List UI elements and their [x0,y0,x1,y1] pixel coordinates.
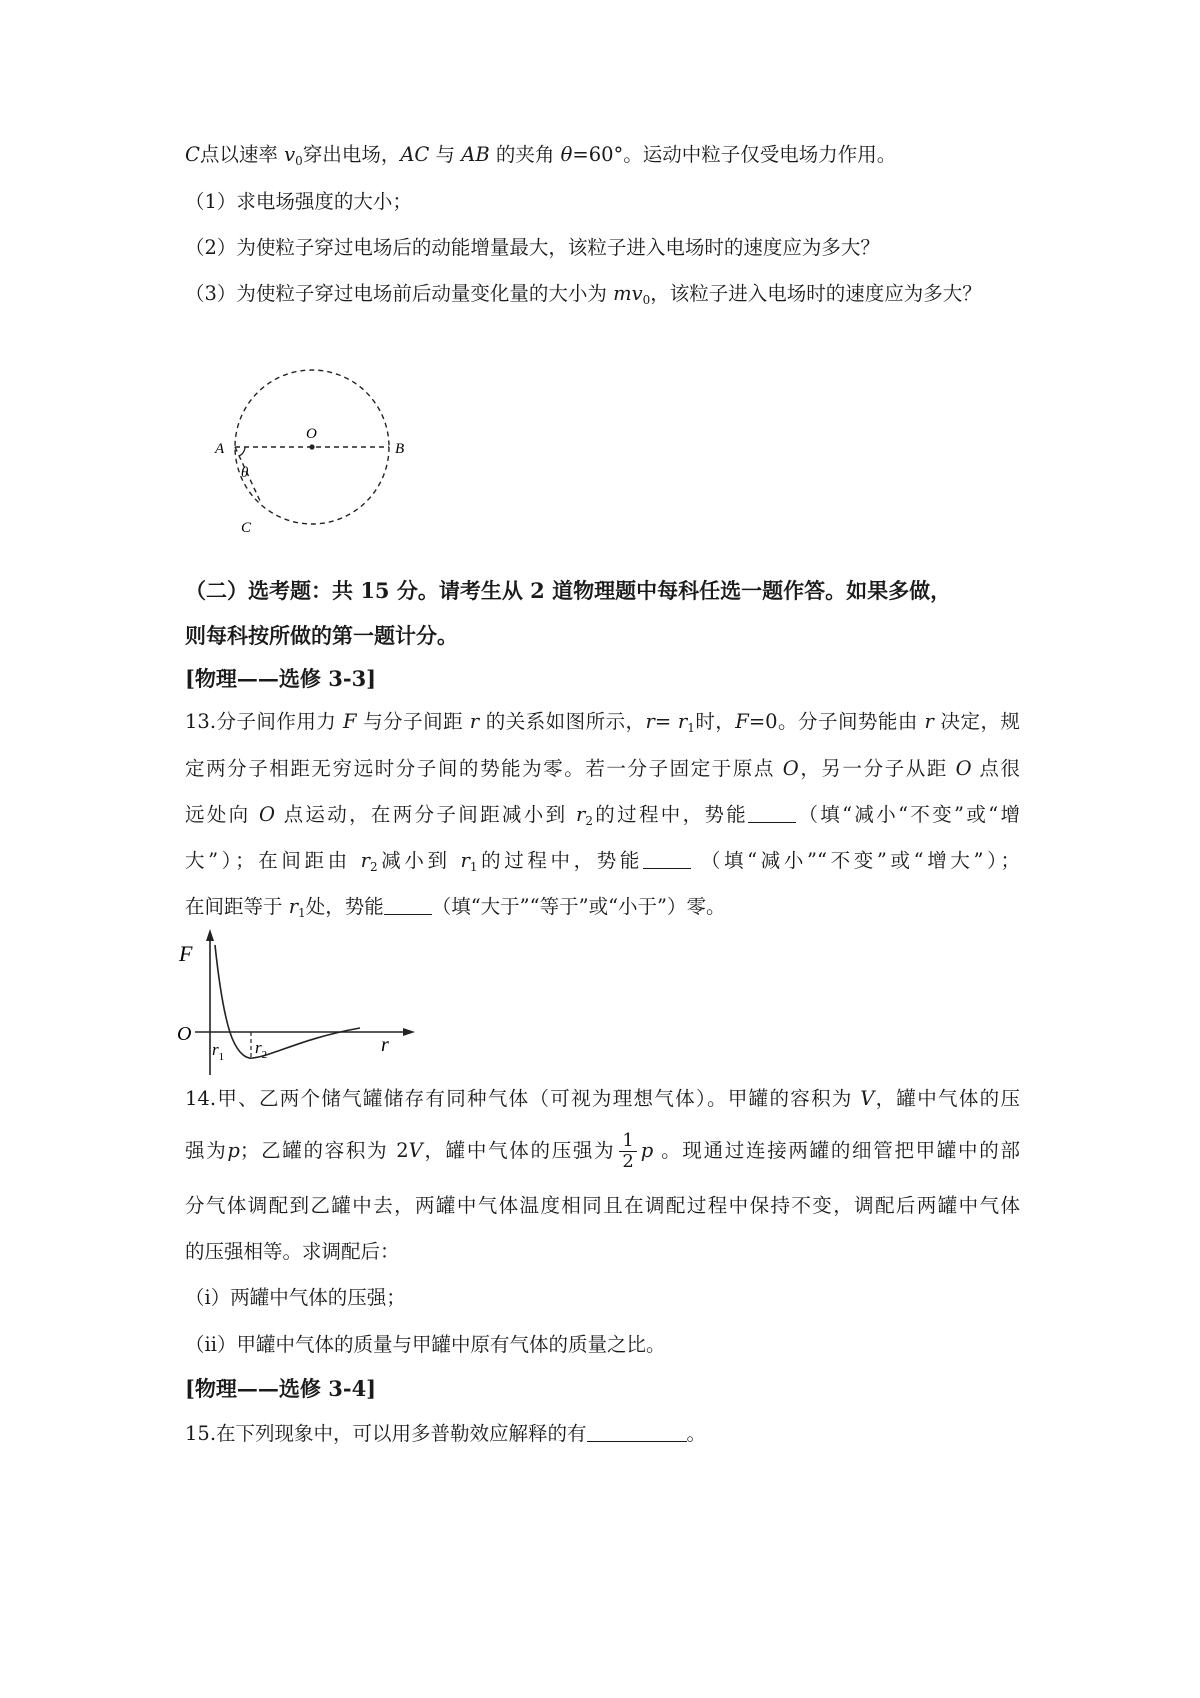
label-o: O [306,426,317,442]
label-c: C [241,520,252,536]
q12-line1: C点以速率 $v_0$穿出电场，AC 与 AB 的夹角 θ=60°。运动中粒子仅受电场力作用。 [185,143,897,168]
q13-line3: 远处向 O 点运动，在两分子间距减小到 $r_2$的过程中，势能 （填“减小“不变”或“增 [185,803,1020,828]
q14-line4: 的压强相等。求调配后： [185,1240,400,1263]
label-a: A [215,441,225,457]
axis-r-label: r [381,1034,389,1056]
section2-line1: （二）选考题：共 15 分。请考生从 2 道物理题中每科任选一题作答。如果多做， [185,578,952,603]
force-distance-graph [177,925,445,1080]
q13-line4: 大”）；在间距由 $r_2$减小到 $r_1$的过程中，势能 （填“减小”“不变”或“增大”）； [185,849,1020,874]
circle-figure [205,350,425,550]
fraction-half: $\frac{1}{2}$ [619,1131,636,1172]
origin-o-label: O [177,1023,192,1045]
q14-line2: 强为p；乙罐的容积为 2V，罐中气体的压强为 $\frac{1}{2}$ p 。现通过连接两罐的细管把甲罐中的部 [185,1130,1020,1172]
label-b: B [395,441,405,457]
q12-part3: （3）为使粒子穿过电场前后动量变化量的大小为 $mv_0$，该粒子进入电场时的速度应为多大？ [185,282,982,307]
r1-label: $r_1$ [212,1040,225,1063]
answer-blank-2[interactable] [643,850,691,869]
answer-blank-1[interactable] [748,804,796,823]
r2-label: $r_2$ [255,1038,268,1061]
q14-part-i: （i）两罐中气体的压强； [185,1286,406,1309]
answer-blank-3[interactable] [384,896,432,915]
heading-3-4: [物理——选修 3-4] [185,1376,377,1401]
q13-line1: 13.分子间作用力 F 与分子间距 r 的关系如图所示，$r= r_1$时，F=0。分子间势能由 r 决定，规 [185,710,1020,735]
answer-blank-4[interactable] [587,1423,687,1442]
heading-3-3: [物理——选修 3-3] [185,666,377,691]
q12-part2: （2）为使粒子穿过电场后的动能增量最大，该粒子进入电场时的速度应为多大？ [185,236,880,259]
q12-part1: （1）求电场强度的大小； [185,190,412,213]
q13-line2: 定两分子相距无穷远时分子间的势能为零。若一分子固定于原点 O，另一分子从距 O 点很 [185,757,1020,780]
section2-line2: 则每科按所做的第一题计分。 [185,623,458,648]
q13-line5: 在间距等于 $r_1$处，势能 （填“大于”“等于”或“小于”）零。 [185,895,726,920]
q14-line1: 14.甲、乙两个储气罐储存有同种气体（可视为理想气体）。甲罐的容积为 V，罐中气体的压 [185,1087,1020,1110]
label-theta: θ [241,465,249,481]
q15-line1: 15.在下列现象中，可以用多普勒效应解释的有 。 [185,1422,707,1445]
q14-line3: 分气体调配到乙罐中去，两罐中气体温度相同且在调配过程中保持不变，调配后两罐中气体 [185,1194,1020,1217]
axis-f-label: F [179,941,193,966]
q14-part-ii: （ii）甲罐中气体的质量与甲罐中原有气体的质量之比。 [185,1333,666,1356]
